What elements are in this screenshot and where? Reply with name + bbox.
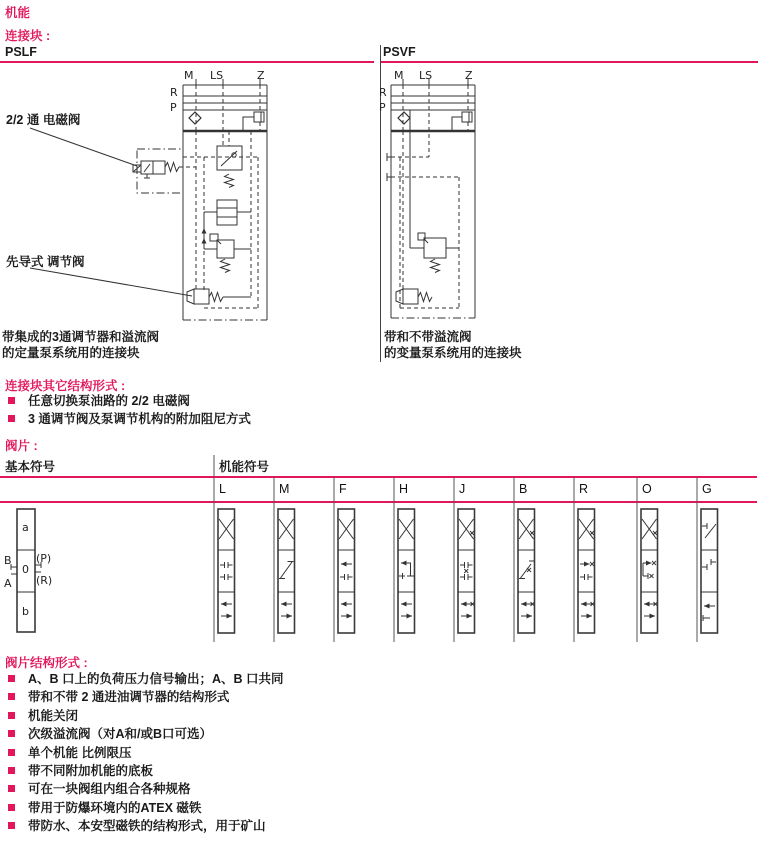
basic-symbol-label-A: A [4, 577, 12, 590]
bullet-square-icon [8, 749, 15, 756]
psvf-port-p: P [379, 101, 386, 114]
bullet-square-icon [8, 785, 15, 792]
basic-symbol-label-R: (R) [36, 574, 53, 587]
bullet-square-icon [8, 822, 15, 829]
function-symbol-letter-L: L [219, 482, 226, 496]
callout-solenoid-valve: 2/2 通 电磁阀 [6, 113, 81, 127]
list-item [7, 689, 284, 707]
psvf-caption-line2: 的变量泵系统用的连接块 [384, 345, 522, 360]
psvf-caption-line1: 带和不带溢流阀 [384, 330, 472, 344]
pslf-caption [2, 330, 159, 361]
basic-symbol-label-B: B [4, 554, 12, 567]
function-symbol-letter-O: O [642, 482, 652, 496]
plate-forms-title: 阀片结构形式 : [5, 656, 88, 670]
basic-symbol-label-P: (P) [36, 552, 52, 565]
list-item [7, 393, 251, 411]
basic-symbol-label-a: a [22, 521, 29, 534]
function-symbol-letter-F: F [339, 482, 347, 496]
pslf-port-p: P [170, 101, 177, 114]
function-symbol-letter-G: G [702, 482, 712, 496]
pslf-caption-line2: 的定量泵系统用的连接块 [2, 345, 140, 360]
list-item [7, 781, 284, 799]
list-item [7, 763, 284, 781]
list-item [7, 818, 284, 836]
function-symbol-letter-H: H [399, 482, 409, 496]
rule-under-pslf [0, 61, 374, 63]
valve-plates-title: 阀片 : [5, 439, 38, 453]
list-item [7, 726, 284, 744]
block-title-psvf: PSVF [383, 45, 416, 59]
bullet-square-icon [8, 415, 15, 422]
bullet-square-icon [8, 804, 15, 811]
psvf-port-z: Z [465, 69, 473, 82]
function-symbol-letter-J: J [459, 482, 466, 496]
psvf-caption [384, 330, 522, 361]
other-forms-title: 连接块其它结构形式 : [5, 379, 126, 393]
pslf-port-ls: LS [210, 69, 224, 82]
pslf-hydraulic-schematic [0, 64, 380, 328]
list-item-text: 可在一块阀组内组合各种规格 [28, 782, 191, 797]
psvf-port-m: M [394, 69, 404, 82]
list-item [7, 671, 284, 689]
callout-pilot-valve: 先导式 调节阀 [6, 255, 85, 269]
list-item [7, 708, 284, 726]
list-item [7, 411, 251, 429]
plate-forms-list [7, 671, 284, 837]
psvf-port-r: R [379, 86, 387, 99]
list-item-text: 带不同附加机能的底板 [28, 763, 154, 778]
bullet-square-icon [8, 712, 15, 719]
list-item-text: 机能关闭 [28, 708, 79, 723]
section-title: 机能 [5, 6, 31, 20]
bullet-square-icon [8, 730, 15, 737]
rule-under-psvf [380, 61, 758, 63]
list-item [7, 745, 284, 763]
list-item-text: 带和不带 2 通进油调节器的结构形式 [28, 690, 230, 705]
list-item-text: 任意切换泵油路的 2/2 电磁阀 [28, 394, 190, 408]
basic-symbol-label-b: b [22, 605, 29, 618]
pslf-caption-line1: 带集成的3通调节器和溢流阀 [2, 330, 159, 344]
list-item-text: 次级溢流阀（对A和/或B口可选） [28, 727, 213, 742]
pslf-port-m: M [184, 69, 194, 82]
list-item-text: 带防水、本安型磁铁的结构形式，用于矿山 [28, 819, 266, 834]
psvf-hydraulic-schematic [380, 64, 758, 328]
psvf-port-ls: LS [419, 69, 433, 82]
basic-symbol-label-0: 0 [22, 563, 29, 576]
list-item-text: A、B 口上的负荷压力信号输出；A、B 口共同 [28, 672, 284, 686]
block-title-pslf: PSLF [5, 45, 37, 59]
list-item [7, 800, 284, 818]
subsection-title: 连接块 : [5, 29, 51, 43]
basic-symbol-header: 基本符号 [5, 460, 56, 474]
function-symbol-letter-M: M [279, 482, 290, 496]
pslf-port-r: R [170, 86, 178, 99]
function-symbol-letter-B: B [519, 482, 528, 496]
pslf-port-z: Z [257, 69, 265, 82]
other-forms-list [7, 393, 251, 430]
bullet-square-icon [8, 693, 15, 700]
bullet-square-icon [8, 397, 15, 404]
function-symbol-header: 机能符号 [219, 460, 270, 474]
list-item-text: 单个机能 比例限压 [28, 745, 132, 760]
list-item-text: 带用于防爆环境内的ATEX 磁铁 [28, 800, 202, 815]
bullet-square-icon [8, 767, 15, 774]
bullet-square-icon [8, 675, 15, 682]
function-symbol-letter-R: R [579, 482, 589, 496]
list-item-text: 3 通调节阀及泵调节机构的附加阻尼方式 [28, 412, 251, 427]
